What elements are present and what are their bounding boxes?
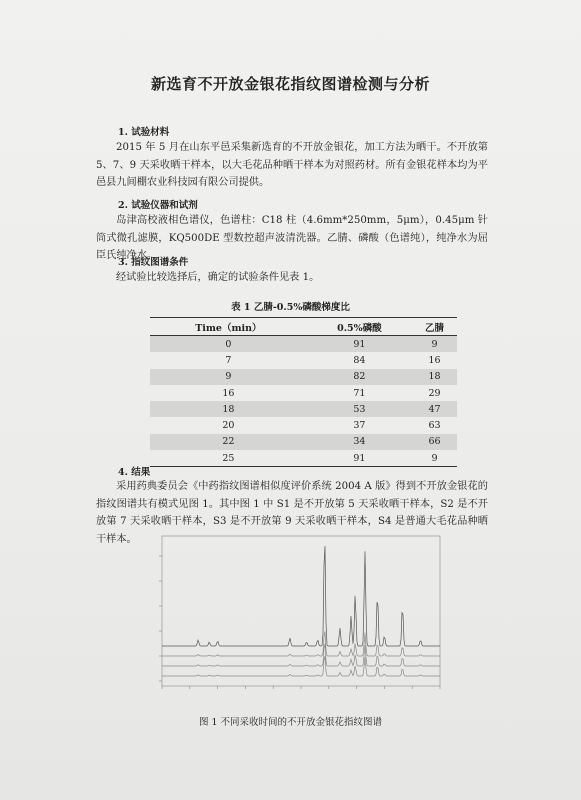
document-title: 新选育不开放金银花指纹图谱检测与分析 (150, 75, 430, 93)
table-row (150, 434, 457, 450)
table-cell: 7 (225, 354, 232, 366)
section-text-materials (96, 139, 488, 192)
table-cell: 82 (307, 369, 412, 385)
table-cell: 16 (428, 354, 441, 366)
table-cell: 63 (428, 420, 441, 432)
table-header-row (150, 318, 457, 336)
table-cell: 37 (353, 420, 366, 432)
table-cell: 16 (222, 387, 235, 399)
table-row (150, 417, 457, 433)
table-header-acetonitrile: 乙腈 (412, 318, 457, 336)
table-cell: 22 (150, 434, 307, 450)
section-heading-materials: 1. 试验材料 (118, 127, 170, 138)
chromatogram-figure (140, 528, 460, 704)
table-cell: 9 (412, 336, 457, 353)
table-cell: 25 (150, 450, 307, 467)
table-cell: 20 (222, 420, 235, 432)
table-cell: 0 (150, 336, 307, 353)
table-row (150, 401, 457, 417)
table-caption: 表 1 乙腈-0.5%磷酸梯度比 (231, 302, 350, 313)
trace-line (162, 546, 440, 646)
table-row (150, 385, 457, 401)
table-cell: 18 (150, 401, 307, 417)
table-cell: 9 (412, 450, 457, 467)
table-cell: 71 (353, 387, 366, 399)
section-text-results-content: 采用药典委员会《中药指纹图谱相似度评价系统 2004 A 版》得到不开放金银花的指纹图谱共有模式见图 1。其中图 1 中 S1 是不开放第 5 天采收晒干样本，S2 是不开放第 7 天采收晒干样本，S3 是不开放第 9 天采收晒干样本，S4 是普通大毛花品种晒干样本。 (96, 481, 488, 545)
table-cell: 91 (307, 336, 412, 353)
table-header-time: Time（min） (150, 318, 307, 336)
table-row (150, 369, 457, 385)
trace-line (162, 644, 440, 666)
plot-frame (162, 536, 440, 686)
table-cell: 66 (412, 434, 457, 450)
section-text-materials-content: 2015 年 5 月在山东平邑采集新选育的不开放金银花，加工方法为晒干。不开放第 5、7、9 天采收晒干样本，以大毛花品种晒干样本为对照药材。所有金银花样本均为平邑县九间棚农业科技园有限公司提供。 (96, 142, 488, 188)
section-heading-results: 4. 结果 (118, 467, 151, 478)
gradient-table (150, 317, 457, 467)
section-heading-conditions: 3. 指纹图谱条件 (118, 257, 189, 268)
table-cell: 47 (412, 401, 457, 417)
table-row (150, 450, 457, 467)
table-cell: 34 (307, 434, 412, 450)
table-cell: 29 (428, 387, 441, 399)
table-header-phosphoric: 0.5%磷酸 (307, 318, 412, 336)
section-text-instruments-content: 岛津高校液相色谱仪，色谱柱：C18 柱（4.6mm*250mm，5μm），0.45μm 针筒式微孔滤膜，KQ500DE 型数控超声波清洗器。乙腈、磷酸（色谱纯），纯净水为屈臣氏纯净水。 (96, 215, 488, 261)
section-text-conditions (96, 269, 488, 287)
figure-caption: 图 1 不同采收时间的不开放金银花指纹图谱 (198, 717, 383, 728)
section-heading-instruments: 2. 试验仪器和试剂 (118, 200, 198, 211)
table-cell: 84 (353, 354, 366, 366)
table-cell: 91 (307, 450, 412, 467)
table-cell: 53 (307, 401, 412, 417)
table-row (150, 352, 457, 368)
table-row (150, 336, 457, 353)
trace-line (162, 631, 440, 656)
table-cell: 18 (412, 369, 457, 385)
table-cell: 9 (150, 369, 307, 385)
section-text-conditions-content: 经试验比较选择后，确定的试验条件见表 1。 (116, 272, 320, 283)
